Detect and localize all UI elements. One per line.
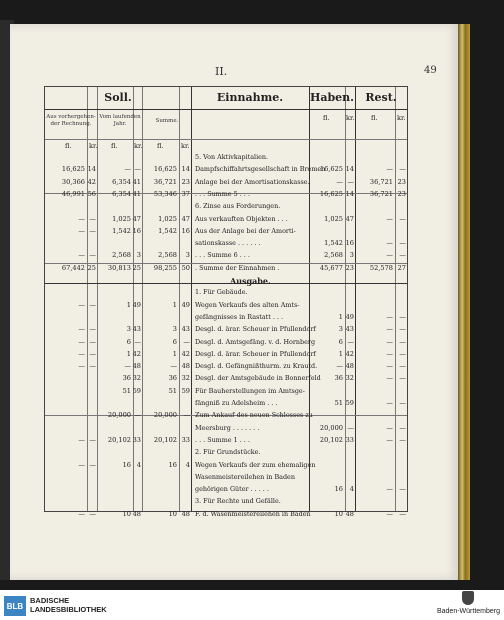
header-rule <box>45 139 407 140</box>
ledger-cell: 1,542 <box>158 226 177 235</box>
library-name-line2: LANDESBIBLIOTHEK <box>30 605 107 614</box>
ledger-cell: — <box>336 177 343 186</box>
ledger-cell: — <box>89 509 96 518</box>
col-rule <box>309 87 310 511</box>
col-rule <box>191 87 192 511</box>
ledger-cell: 48 <box>181 509 190 518</box>
ledger-cell: 53,346 <box>153 189 177 198</box>
col-rule <box>142 87 143 511</box>
ledger-cell: — <box>124 165 131 174</box>
ledger-cell: — <box>347 337 354 346</box>
ledger-cell: — <box>170 362 177 371</box>
ledger-cell: 51 <box>122 386 131 395</box>
ledger-description: gefängnisses in Rastatt . . . <box>195 312 284 321</box>
ledger-cell: — <box>78 300 85 309</box>
ledger-cell: — <box>134 337 141 346</box>
header-soll: Soll. <box>104 91 132 104</box>
ledger-cell: 3 <box>338 325 343 334</box>
ledger-cell: 1 <box>172 349 177 358</box>
ledger-cell: 23 <box>397 177 406 186</box>
ledger-cell: 14 <box>345 189 354 198</box>
ledger-description: . . . Summe 5 . . . <box>195 189 250 198</box>
col-rule <box>355 87 356 511</box>
unit-kr: kr. <box>346 114 355 122</box>
ledger-cell: 16,625 <box>61 165 85 174</box>
library-logo: BLB <box>4 596 26 616</box>
ledger-cell: 43 <box>181 325 190 334</box>
ledger-description: Desgl. d. ärar. Scheuer in Pfullendorf <box>195 349 316 358</box>
ledger-cell: — <box>386 251 393 260</box>
ledger-cell: — <box>386 325 393 334</box>
ledger-cell: — <box>399 214 406 223</box>
ledger-description: sationskasse . . . . . . <box>195 239 261 248</box>
ledger-cell: 36 <box>122 374 131 383</box>
ledger-cell: 47 <box>132 214 141 223</box>
state-name: Baden-Württemberg <box>436 608 500 615</box>
ledger-cell: — <box>78 325 85 334</box>
ledger-description: fängniß zu Adelsheim . . . <box>195 399 278 407</box>
ledger-cell: 1 <box>338 349 343 358</box>
ledger-description: Für Bauherstellungen im Amtsge- <box>195 386 305 395</box>
ledger-cell: — <box>399 239 406 248</box>
ledger-cell: — <box>386 399 393 407</box>
ledger-cell: — <box>399 337 406 346</box>
ledger-cell: 41 <box>132 177 141 186</box>
book-spine <box>458 24 470 580</box>
ledger-cell: — <box>78 226 85 235</box>
ledger-description: 2. Für Grundstücke. <box>195 448 261 457</box>
ledger-cell: — <box>399 251 406 260</box>
ledger-cell: 47 <box>345 214 354 223</box>
ledger-cell: — <box>89 349 96 358</box>
ledger-cell: 1,542 <box>112 226 131 235</box>
ledger-cell: 16 <box>168 460 177 469</box>
ledger-cell: 1 <box>126 300 131 309</box>
ledger-description: . . . Summe 6 . . . <box>195 251 250 260</box>
ledger-cell: 3 <box>349 251 354 260</box>
ledger-cell: 30,813 <box>107 263 131 272</box>
ledger-cell: 10 <box>122 509 131 518</box>
ledger-cell: 3 <box>126 325 131 334</box>
ledger-cell: 4 <box>185 460 190 469</box>
ledger-cell: 48 <box>345 362 354 371</box>
ledger-cell: — <box>399 509 406 518</box>
ledger-description: 6. Zinse aus Forderungen. <box>195 202 281 211</box>
ledger-cell: 67,442 <box>61 263 85 272</box>
ledger-cell: 6,354 <box>112 177 131 186</box>
ledger-cell: 16,625 <box>319 189 343 198</box>
ledger-cell: 33 <box>181 435 190 444</box>
ledger-cell: 4 <box>349 485 354 494</box>
ledger-cell: 59 <box>345 399 354 407</box>
ledger-description: Meersburg . . . . . . . <box>195 423 260 432</box>
unit-fl: fl. <box>371 114 378 122</box>
ledger-cell: 16 <box>132 226 141 235</box>
ledger-cell: — <box>89 226 96 235</box>
unit-kr: kr. <box>89 142 98 150</box>
ledger-cell: 32 <box>181 374 190 383</box>
ledger-cell: 59 <box>181 386 190 395</box>
ledger-cell: — <box>89 251 96 260</box>
ledger-cell: — <box>183 411 190 420</box>
ledger-cell: 25 <box>87 263 96 272</box>
ledger-cell: 2,568 <box>158 251 177 260</box>
ledger-cell: — <box>399 374 406 383</box>
ledger-cell: 23 <box>181 177 190 186</box>
ledger-cell: — <box>399 349 406 358</box>
ledger-cell: 1,025 <box>112 214 131 223</box>
ledger-cell: 30,366 <box>61 177 85 186</box>
ledger-cell: 16 <box>122 460 131 469</box>
ledger-cell: 20,102 <box>153 435 177 444</box>
ledger-cell: 25 <box>132 263 141 272</box>
library-name-line1: BADISCHE <box>30 596 70 605</box>
ledger-cell: 42 <box>87 177 96 186</box>
ledger-cell: — <box>386 312 393 321</box>
header-rule <box>45 109 407 110</box>
ledger-cell: — <box>134 165 141 174</box>
ledger-cell: 3 <box>185 251 190 260</box>
ledger-cell: 59 <box>132 386 141 395</box>
ledger-cell: 1,025 <box>324 214 343 223</box>
ledger-cell: 36,721 <box>153 177 177 186</box>
col-rule <box>395 87 396 511</box>
ledger-cell: 49 <box>132 300 141 309</box>
ledger-cell: 16 <box>345 239 354 248</box>
ledger-cell: 51 <box>168 386 177 395</box>
ledger-cell: 3 <box>136 251 141 260</box>
ledger-cell: — <box>89 325 96 334</box>
ledger-cell: 56 <box>87 189 96 198</box>
ledger-cell: — <box>399 362 406 371</box>
ledger-cell: 48 <box>132 509 141 518</box>
ledger-description: Wegen Verkaufs der zum ehemaligen <box>195 460 316 469</box>
ledger-cell: 98,255 <box>153 263 177 272</box>
ledger-cell: — <box>78 362 85 371</box>
library-name <box>30 596 107 614</box>
ledger-cell: 14 <box>181 165 190 174</box>
ledger-description: Zum Ankauf des neuen Schlosses zu <box>195 411 313 420</box>
ledger-cell: 43 <box>345 325 354 334</box>
ledger-cell: — <box>386 374 393 383</box>
ledger-cell: 49 <box>345 312 354 321</box>
ledger-cell: — <box>134 411 141 420</box>
ledger-cell: — <box>89 362 96 371</box>
unit-kr: kr. <box>181 142 190 150</box>
ledger-cell: 20,000 <box>107 411 131 420</box>
ledger-cell: 10 <box>168 509 177 518</box>
ledger-cell: 46,991 <box>61 189 85 198</box>
ledger-cell: — <box>399 312 406 321</box>
subheader-previous: Aus vorhergehen-der Rechnung. <box>46 114 96 127</box>
ledger-cell: 36,721 <box>369 177 393 186</box>
ledger-cell: 16,625 <box>153 165 177 174</box>
ledger-cell: 6 <box>338 337 343 346</box>
ledger-cell: — <box>386 485 393 494</box>
ledger-cell: — <box>78 460 85 469</box>
ledger-description: 1. Für Gebäude. <box>195 288 248 297</box>
ledger-description: . Summe der Einnahmen . <box>195 263 280 272</box>
ledger-description: Aus der Anlage bei der Amorti- <box>195 226 296 235</box>
ledger-description: Desgl. d. ärar. Scheuer in Pfullendorf <box>195 325 316 334</box>
ledger-cell: — <box>89 460 96 469</box>
ledger-description: gehörigen Güter . . . . . <box>195 485 269 494</box>
ledger-cell: 48 <box>345 509 354 518</box>
ledger-cell: 1 <box>172 300 177 309</box>
ledger-cell: 32 <box>345 374 354 383</box>
ledger-cell: 16 <box>181 226 190 235</box>
unit-fl: fl. <box>323 114 330 122</box>
ledger-description: . . . Summe 1 . . . <box>195 435 250 444</box>
ledger-cell: 51 <box>334 399 343 407</box>
ledger-table <box>44 86 408 518</box>
ledger-cell: 16,625 <box>319 165 343 174</box>
ledger-cell: 20,000 <box>319 423 343 432</box>
ledger-cell: 52,578 <box>369 263 393 272</box>
ledger-cell: 36 <box>334 374 343 383</box>
ledger-cell: 4 <box>136 460 141 469</box>
ledger-cell: — <box>386 349 393 358</box>
state-seal-icon <box>462 591 474 605</box>
subheader-current: Vom laufenden Jahr. <box>99 114 141 127</box>
ledger-cell: 2,568 <box>324 251 343 260</box>
unit-kr: kr. <box>134 142 143 150</box>
ledger-cell: 20,000 <box>153 411 177 420</box>
header-rest: Rest. <box>365 91 397 104</box>
ledger-cell: 3 <box>172 325 177 334</box>
ledger-cell: 33 <box>132 435 141 444</box>
ledger-cell: — <box>78 349 85 358</box>
ledger-cell: — <box>347 423 354 432</box>
ledger-cell: 41 <box>132 189 141 198</box>
ledger-cell: 6,354 <box>112 189 131 198</box>
ledger-description: Wasenmeistereilehen in Baden <box>195 472 295 481</box>
ledger-cell: 47 <box>181 214 190 223</box>
ledger-cell: 6 <box>172 337 177 346</box>
ledger-cell: 20,102 <box>319 435 343 444</box>
ledger-cell: 23 <box>345 263 354 272</box>
ledger-cell: 49 <box>181 300 190 309</box>
ledger-cell: 50 <box>181 263 190 272</box>
ledger-cell: — <box>386 423 393 432</box>
ledger-cell: 14 <box>87 165 96 174</box>
ledger-cell: 32 <box>132 374 141 383</box>
ledger-cell: — <box>386 337 393 346</box>
ledger-cell: 1,025 <box>158 214 177 223</box>
ledger-cell: 14 <box>345 165 354 174</box>
ledger-description: Aus verkauften Objekten . . . <box>195 214 288 223</box>
ledger-cell: 45,677 <box>319 263 343 272</box>
ledger-cell: 48 <box>132 362 141 371</box>
ledger-description: Wegen Verkaufs des alten Amts- <box>195 300 300 309</box>
ledger-cell: — <box>89 300 96 309</box>
page-number: 49 <box>424 65 437 76</box>
ledger-cell: — <box>399 423 406 432</box>
ledger-description: 3. Für Rechte und Gefälle. <box>195 497 281 506</box>
section-numeral: II. <box>215 65 228 78</box>
ledger-description: 5. Von Aktivkapitalien. <box>195 153 269 161</box>
ledger-cell: — <box>386 435 393 444</box>
ledger-cell: — <box>399 485 406 494</box>
ledger-cell: — <box>399 399 406 407</box>
ledger-cell: 33 <box>345 435 354 444</box>
header-haben: Haben. <box>309 91 355 104</box>
ledger-description: Desgl. der Amtsgebäude in Bonnerfeld <box>195 374 321 383</box>
unit-kr: kr. <box>397 114 406 122</box>
ledger-cell: 36 <box>168 374 177 383</box>
ledger-cell: 16 <box>334 485 343 494</box>
ledger-cell: — <box>78 509 85 518</box>
col-rule <box>345 87 346 511</box>
ledger-cell: — <box>78 337 85 346</box>
ledger-cell: — <box>386 239 393 248</box>
ledger-description: Anlage bei der Amortisationskasse. <box>195 177 310 186</box>
ledger-cell: 1,542 <box>324 239 343 248</box>
ledger-cell: 48 <box>181 362 190 371</box>
ledger-cell: 42 <box>181 349 190 358</box>
ledger-description: Desgl. d. Gefängnißthurm. zu Krautd. <box>195 362 318 371</box>
ledger-cell: — <box>386 362 393 371</box>
ledger-description: F. d. Wasenmeistereilehen in Baden <box>195 509 311 518</box>
ledger-cell: — <box>89 337 96 346</box>
ledger-cell: — <box>386 509 393 518</box>
col-rule <box>87 87 88 511</box>
ledger-cell: 43 <box>132 325 141 334</box>
ledger-cell: 1 <box>126 349 131 358</box>
ledger-cell: — <box>183 337 190 346</box>
ledger-cell: — <box>78 214 85 223</box>
ledger-description: Desgl. d. Amtsgefäng. v. d. Hornberg <box>195 337 316 346</box>
ledger-description: Dampfschiffahrtsgesellschaft in Bremen <box>195 165 326 174</box>
ledger-cell: 37 <box>181 189 190 198</box>
ledger-cell: 42 <box>132 349 141 358</box>
ledger-cell: — <box>399 165 406 174</box>
ledger-cell: 20,102 <box>107 435 131 444</box>
ledger-cell: — <box>89 435 96 444</box>
ledger-cell: 10 <box>334 509 343 518</box>
col-rule <box>133 87 134 511</box>
ledger-cell: — <box>336 362 343 371</box>
ledger-description: Ausgabe. <box>230 276 271 286</box>
ledger-cell: — <box>89 214 96 223</box>
ledger-cell: 27 <box>397 263 406 272</box>
ledger-cell: — <box>78 435 85 444</box>
subheader-sum: Summe. <box>155 118 179 124</box>
ledger-cell: — <box>386 165 393 174</box>
ledger-cell: 23 <box>397 189 406 198</box>
ledger-cell: — <box>399 325 406 334</box>
unit-fl: fl. <box>111 142 118 150</box>
header-einnahme: Einnahme. <box>216 91 284 104</box>
col-rule <box>179 87 180 511</box>
ledger-cell: 6 <box>126 337 131 346</box>
unit-fl: fl. <box>157 142 164 150</box>
ledger-cell: — <box>124 362 131 371</box>
col-rule <box>97 87 98 511</box>
ledger-cell: 36,721 <box>369 189 393 198</box>
ledger-cell: 2,568 <box>112 251 131 260</box>
unit-fl: fl. <box>65 142 72 150</box>
ledger-cell: — <box>386 214 393 223</box>
ledger-cell: — <box>78 251 85 260</box>
ledger-cell: 1 <box>338 312 343 321</box>
section-rule <box>45 283 407 284</box>
ledger-cell: — <box>399 435 406 444</box>
ledger-cell: — <box>347 177 354 186</box>
ledger-cell: 42 <box>345 349 354 358</box>
